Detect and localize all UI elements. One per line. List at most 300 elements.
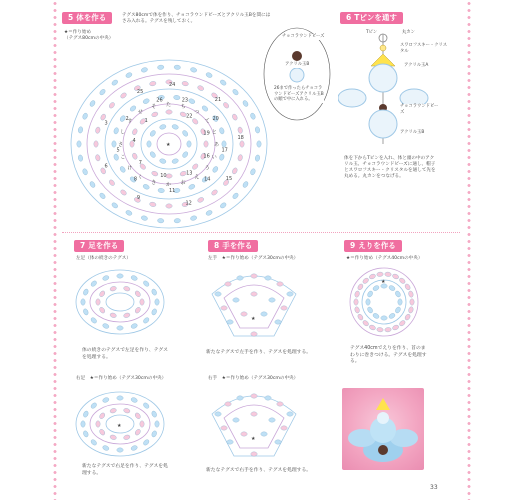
bead xyxy=(385,327,392,332)
step5-step-number: 7 xyxy=(138,160,142,167)
bead xyxy=(130,275,138,282)
bead xyxy=(394,306,401,314)
step9-title: えりを作る xyxy=(358,241,396,250)
bead xyxy=(219,79,227,86)
bead xyxy=(99,192,107,200)
step6-title: Tピンを通す xyxy=(354,13,397,22)
bead xyxy=(219,127,225,134)
bead xyxy=(221,306,227,310)
bead xyxy=(357,313,364,321)
bead xyxy=(81,299,85,305)
bead xyxy=(134,290,141,298)
bead xyxy=(281,306,287,310)
bead xyxy=(95,154,101,161)
bead xyxy=(78,155,84,162)
bead xyxy=(398,299,402,305)
bead xyxy=(96,421,100,427)
step5-step-number: 14 xyxy=(204,176,211,183)
bead xyxy=(89,100,96,108)
step5-step-number: 2 xyxy=(125,115,129,122)
bead xyxy=(134,428,141,436)
bead xyxy=(109,434,116,440)
step5-body-diagram xyxy=(64,34,274,234)
step8-number: 8 xyxy=(214,241,220,250)
bead xyxy=(362,319,370,327)
bead xyxy=(112,141,116,147)
bead xyxy=(404,283,411,291)
bead xyxy=(227,320,233,324)
step6-label-ring: 丸カン xyxy=(402,30,415,35)
bead xyxy=(140,421,144,427)
bead xyxy=(142,98,150,105)
bead xyxy=(287,292,293,296)
step5-kana-label: え xyxy=(194,174,200,181)
step8-left-label: 左手 ★＝作り始め（テグス30cmの中央） xyxy=(208,256,299,261)
bead xyxy=(204,141,208,147)
bead xyxy=(255,155,261,162)
bead xyxy=(123,286,130,292)
bead xyxy=(211,189,219,196)
bead xyxy=(191,163,199,171)
bead xyxy=(205,72,213,79)
bead xyxy=(142,280,150,288)
step5-step-number: 6 xyxy=(104,163,108,170)
bead xyxy=(392,324,400,331)
bead xyxy=(188,98,196,105)
finished-figure-photo xyxy=(342,388,424,470)
bead xyxy=(205,210,213,217)
bead xyxy=(225,402,231,406)
bead xyxy=(94,141,98,147)
bead xyxy=(367,290,374,298)
bead xyxy=(232,192,240,200)
bead xyxy=(142,183,150,190)
bead xyxy=(109,312,116,318)
step5-step-number: 25 xyxy=(136,88,144,95)
page-number: 33 xyxy=(430,484,438,491)
bead xyxy=(174,65,181,70)
bead xyxy=(120,92,128,99)
bead xyxy=(182,130,189,138)
step9-tab xyxy=(344,240,402,252)
bead xyxy=(132,128,139,136)
bead xyxy=(277,402,283,406)
svg-text:★: ★ xyxy=(117,423,122,429)
bead xyxy=(83,308,89,316)
step9-number: 9 xyxy=(350,241,356,250)
bead xyxy=(287,412,293,416)
step5-kana-label: そ xyxy=(151,104,157,110)
step5-kana-label: つ xyxy=(194,109,200,116)
step5-star: ★ xyxy=(166,142,171,148)
step5-step-number: 24 xyxy=(169,82,176,88)
step9-collar-diagram xyxy=(344,262,424,342)
step5-kana-label: す xyxy=(127,118,133,125)
bead xyxy=(83,410,90,418)
bead xyxy=(125,72,133,79)
bead xyxy=(240,141,244,147)
step5-kana-label: こ xyxy=(120,154,126,161)
step5-step-number: 1 xyxy=(144,118,148,124)
step7-number: 7 xyxy=(80,241,86,250)
step5-step-number: 13 xyxy=(186,170,193,177)
bead xyxy=(125,210,133,217)
step8-left-caption: 新たなテグスで左手を作り、テグスを処理する。 xyxy=(206,350,312,355)
bead xyxy=(117,448,123,452)
step5-kana-label: て xyxy=(204,118,210,125)
bead xyxy=(129,105,137,113)
step5-start-text: ★＝作り始め xyxy=(64,30,92,35)
bead xyxy=(269,418,275,422)
bead xyxy=(155,421,159,427)
bead xyxy=(182,151,189,159)
bead xyxy=(227,440,233,444)
bead xyxy=(149,81,156,87)
bead xyxy=(171,158,178,164)
step8-left-beads xyxy=(215,274,293,336)
bead xyxy=(102,397,110,403)
bead xyxy=(134,306,141,314)
bead xyxy=(225,282,231,286)
bead xyxy=(388,285,396,292)
step7-left-foot-diagram xyxy=(70,262,170,342)
bead xyxy=(233,298,239,302)
bead xyxy=(130,323,138,329)
bead xyxy=(171,124,178,130)
bead xyxy=(166,174,172,178)
step5-step-number: 21 xyxy=(214,97,222,104)
bead xyxy=(232,88,240,96)
bead xyxy=(119,166,126,174)
bead xyxy=(237,127,243,134)
bead xyxy=(108,101,115,109)
bead xyxy=(242,100,249,108)
bead xyxy=(362,277,370,285)
bead xyxy=(102,275,110,281)
bead xyxy=(102,445,110,452)
step5-kana-label: け xyxy=(127,165,133,172)
step5-step-number: 4 xyxy=(132,138,136,145)
bead xyxy=(166,204,172,208)
bead xyxy=(398,319,406,327)
bead xyxy=(109,286,116,292)
step5-step-number: 5 xyxy=(116,147,120,154)
bead xyxy=(237,396,243,400)
bead xyxy=(111,202,119,209)
bead xyxy=(123,408,130,414)
step5-step-number: 23 xyxy=(181,97,189,104)
step5-tab xyxy=(62,12,112,24)
bead xyxy=(95,127,101,134)
bead xyxy=(141,215,148,221)
bead xyxy=(197,197,205,204)
bead xyxy=(261,432,267,436)
bead xyxy=(123,434,130,440)
step7-right-caption: 新たなテグスで右足を作り、テグスを処理する。 xyxy=(82,464,168,476)
step8-right-hand-diagram xyxy=(204,384,304,464)
bead xyxy=(388,312,396,319)
step6-tab xyxy=(340,12,403,24)
bead xyxy=(83,430,89,438)
step5-kana-label: た xyxy=(166,102,172,108)
bead xyxy=(102,323,110,330)
bead xyxy=(219,202,227,209)
bead xyxy=(357,283,364,291)
step7-right-label: 右足 ★＝作り始め（テグス30cmの中央） xyxy=(76,376,167,381)
bead xyxy=(187,141,191,147)
step5-kana-label: と xyxy=(211,129,217,136)
step7-title: 足を作る xyxy=(88,241,119,250)
bead xyxy=(275,440,281,444)
bead xyxy=(149,151,156,159)
bead xyxy=(257,141,261,147)
step5-kana-label: ち xyxy=(180,104,186,110)
bead xyxy=(251,394,257,398)
svg-text:★: ★ xyxy=(251,436,256,442)
step5-kana-label: い xyxy=(211,154,217,161)
bead xyxy=(159,124,166,130)
bead xyxy=(354,299,358,305)
bead xyxy=(265,396,271,400)
bead xyxy=(81,421,85,427)
figure-illustration xyxy=(342,388,424,470)
bead xyxy=(191,118,199,126)
bead xyxy=(111,79,119,86)
bead xyxy=(151,111,159,117)
bead xyxy=(90,439,98,447)
step5-note: テグス80cmで体を作り、チョコラウンドビーズとアクリル玉Bを間にはさみ入れる。テグスを残しておく。 xyxy=(122,13,271,24)
bead xyxy=(188,183,196,190)
step9-start-label: ★＝作り始め（テグス40cmの中央） xyxy=(346,256,423,261)
bead xyxy=(261,312,267,316)
step5-kana-label: か xyxy=(166,182,172,188)
bead xyxy=(251,452,257,456)
bead xyxy=(151,410,158,418)
bead xyxy=(90,280,98,288)
bead xyxy=(166,110,172,114)
step5-callout-b: アクリル玉B xyxy=(285,62,310,67)
bead xyxy=(157,65,164,70)
bead xyxy=(250,112,256,120)
step8-title: 手を作る xyxy=(222,241,253,250)
bead xyxy=(108,179,115,187)
bead xyxy=(377,272,384,277)
bead xyxy=(99,290,106,298)
bead xyxy=(233,418,239,422)
bead xyxy=(90,402,98,410)
step9-caption: テグス40cmでえりを作り、首のまわりに巻きつける。テグスを処理する。 xyxy=(350,346,427,364)
bead xyxy=(275,320,281,324)
step8-right-caption: 新たなテグスで右手を作り、テグスを処理する。 xyxy=(206,468,312,473)
step5-callout-circle xyxy=(262,26,332,122)
bead xyxy=(392,273,400,280)
step7-right-foot-diagram xyxy=(70,384,170,464)
bead xyxy=(78,126,84,133)
bead xyxy=(130,445,138,451)
bead xyxy=(251,332,257,336)
bead xyxy=(242,181,249,189)
bead xyxy=(231,167,238,175)
step8-tab xyxy=(208,240,258,252)
bead xyxy=(369,273,377,280)
bead xyxy=(77,141,81,147)
step5-step-number: 10 xyxy=(160,173,167,180)
bead xyxy=(251,292,257,296)
step5-kana-label: う xyxy=(204,165,210,172)
bead xyxy=(134,412,141,420)
bead xyxy=(385,272,392,277)
bead xyxy=(197,85,205,92)
bead xyxy=(117,326,123,330)
bead xyxy=(140,299,144,305)
step7-tab xyxy=(74,240,124,252)
bead xyxy=(151,430,158,438)
bead xyxy=(151,288,158,296)
bead xyxy=(151,170,159,177)
step5-kana-label: さ xyxy=(118,142,124,148)
bead xyxy=(237,154,243,161)
step6-label-acryl-b: アクリル玉B xyxy=(400,130,425,135)
step5-title: 体を作る xyxy=(76,13,107,22)
bead xyxy=(237,276,243,280)
bead xyxy=(149,130,156,138)
step5-step-number: 15 xyxy=(225,176,233,183)
bead xyxy=(83,288,90,296)
bead xyxy=(82,168,88,176)
bead xyxy=(231,113,238,121)
bead xyxy=(190,215,197,221)
bead xyxy=(201,105,209,113)
step5-callout-top: チョコラウンドビーズ xyxy=(282,34,325,39)
bead xyxy=(354,306,360,313)
bead xyxy=(159,158,166,164)
step5-number: 5 xyxy=(68,13,74,22)
step5-step-number: 20 xyxy=(212,115,219,122)
bead xyxy=(174,218,181,223)
bead xyxy=(408,306,414,313)
bead xyxy=(99,412,106,420)
step5-step-number: 19 xyxy=(203,130,210,137)
bead xyxy=(381,316,387,320)
bead xyxy=(377,327,384,332)
bead xyxy=(250,168,256,176)
bead xyxy=(120,189,128,196)
bead xyxy=(398,277,406,285)
step5-step-number: 3 xyxy=(104,120,108,127)
step5-kana-label: し xyxy=(120,129,126,136)
bead xyxy=(141,67,148,73)
step8-right-beads xyxy=(215,394,293,456)
bead xyxy=(151,308,158,316)
step5-step-number: 8 xyxy=(133,176,138,183)
bead xyxy=(99,88,107,96)
svg-text:★: ★ xyxy=(381,279,386,285)
bead xyxy=(117,274,123,278)
bead xyxy=(158,188,165,193)
bead xyxy=(182,81,189,87)
bead xyxy=(241,432,247,436)
step5-kana-label: あ xyxy=(214,142,220,148)
bead xyxy=(269,298,275,302)
bead xyxy=(123,312,130,318)
step6-number: 6 xyxy=(346,13,352,22)
step5-step-number: 18 xyxy=(237,134,244,141)
bead xyxy=(113,154,119,161)
step8-right-label: 右手 ★＝作り始め（テグス30cmの中央） xyxy=(208,376,299,381)
step5-step-number: 16 xyxy=(203,153,210,160)
bead xyxy=(222,101,229,109)
bead xyxy=(132,152,138,160)
bead xyxy=(215,412,221,416)
bead xyxy=(117,396,123,400)
step5-start-sub: （テグス80cmの中央） xyxy=(64,36,114,41)
bead xyxy=(372,285,380,292)
bead xyxy=(215,292,221,296)
bead xyxy=(173,95,180,100)
bead xyxy=(157,218,164,223)
bead xyxy=(212,166,219,174)
bead xyxy=(96,299,100,305)
bead xyxy=(142,317,150,325)
bead xyxy=(89,181,96,189)
bead xyxy=(241,312,247,316)
step6-label-acryl-a: アクリル玉A xyxy=(404,63,429,68)
bead xyxy=(367,306,374,314)
step5-kana-label: せ xyxy=(137,109,143,116)
bead xyxy=(221,426,227,430)
step6-label-tpin: Tピン xyxy=(366,30,378,35)
bead xyxy=(369,324,377,331)
step5-kana-label: お xyxy=(180,180,186,186)
bead xyxy=(277,282,283,286)
bead xyxy=(109,408,116,414)
bead xyxy=(251,412,257,416)
bead xyxy=(251,274,257,278)
bead xyxy=(366,299,370,305)
bead xyxy=(142,439,150,447)
bead xyxy=(149,202,156,208)
bead xyxy=(281,426,287,430)
bead xyxy=(354,290,360,297)
bead xyxy=(404,313,411,321)
step6-label-choco: チョコラウンドビーズ xyxy=(400,104,439,115)
bead xyxy=(99,306,106,314)
section-divider xyxy=(62,232,460,233)
bead xyxy=(142,402,150,410)
bead xyxy=(265,276,271,280)
bead xyxy=(394,290,401,298)
bead xyxy=(82,112,88,120)
step6-label-crystal: スワロフスキー・クリスタル xyxy=(400,43,450,54)
bead xyxy=(99,428,106,436)
step5-step-number: 26 xyxy=(156,97,163,104)
step5-step-number: 9 xyxy=(136,195,141,202)
step8-left-hand-diagram xyxy=(204,264,304,344)
step7-left-label: 左足（体の続きのテグス） xyxy=(76,256,131,261)
step6-note: 体を下からTピンを入れ、体と頭の中のアクリル玉、チョコラウンドビーズに通し、帽子とスワロフスキー・クリスタルを通して先を丸める。丸カンをつなげる。 xyxy=(344,156,436,179)
bead xyxy=(155,299,159,305)
step5-kana-label: く xyxy=(137,174,143,181)
bead xyxy=(222,141,226,147)
bead xyxy=(147,141,151,147)
step5-step-number: 17 xyxy=(221,147,228,154)
step7-left-caption: 体の続きのテグスで左足を作り、テグスを処理する。 xyxy=(82,348,168,360)
bead xyxy=(410,299,414,305)
bead xyxy=(255,126,261,133)
bead xyxy=(113,127,119,134)
bead xyxy=(90,317,98,325)
bead xyxy=(408,290,414,297)
